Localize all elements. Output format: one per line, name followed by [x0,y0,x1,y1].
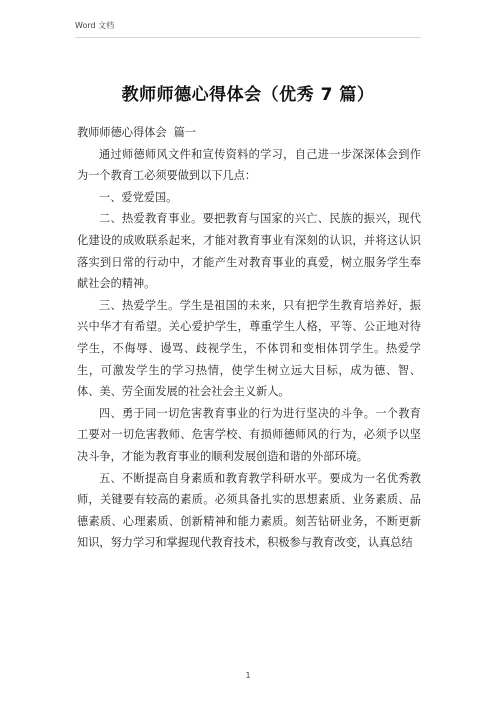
page-number: 1 [245,671,251,680]
document-title: 教师师德心得体会（优秀 7 篇） [121,85,375,105]
document-header-label: Word 文档 [75,21,115,30]
paragraph: 一、爱党爱国。 [99,190,178,204]
paragraph: 二、热爱教育事业。要把教育与国家的兴亡、民族的振兴，现代化建设的成败联系起来，才能对教育事业有深刻的认识，并将这认识落实到日常的行动中，才能产生对教育事业的真爱，树立服务学生奉献社会的精神。 [77,212,421,291]
paragraph: 五、不断提高自身素质和教育教学科研水平。要成为一名优秀教师，关键要有较高的素质。必须具备扎实的思想素质、业务素质、品德素质、心理素质、创新精神和能力素质。刻苦钻研业务，不断更新知识，努力学习和掌握现代教育技术，积极参与教育改变，认真总结 [77,471,421,550]
header-divider [75,37,421,38]
paragraph: 通过师德师风文件和宣传资料的学习，自己进一步深深体会到作为一个教育工必须要做到以下几点： [77,147,421,183]
paragraph: 四、勇于同一切危害教育事业的行为进行坚决的斗争。一个教育工要对一切危害教师、危害学校、有损师德师风的行为，必须予以坚决斗争，才能为教育事业的顺利发展创造和谐的外部环境。 [77,406,421,463]
section-heading: 教师师德心得体会 篇一 [77,126,196,139]
document-body [77,122,421,554]
paragraph: 三、热爱学生。学生是祖国的未来，只有把学生教育培养好，振兴中华才有希望。关心爱护学生，尊重学生人格，平等、公正地对待学生，不侮辱、谩骂、歧视学生，不体罚和变相体罚学生。热爱学生，可激发学生的学习热情，使学生树立远大目标，成为德、智、体、美、劳全面发展的社会社会主义新人。 [77,298,421,399]
